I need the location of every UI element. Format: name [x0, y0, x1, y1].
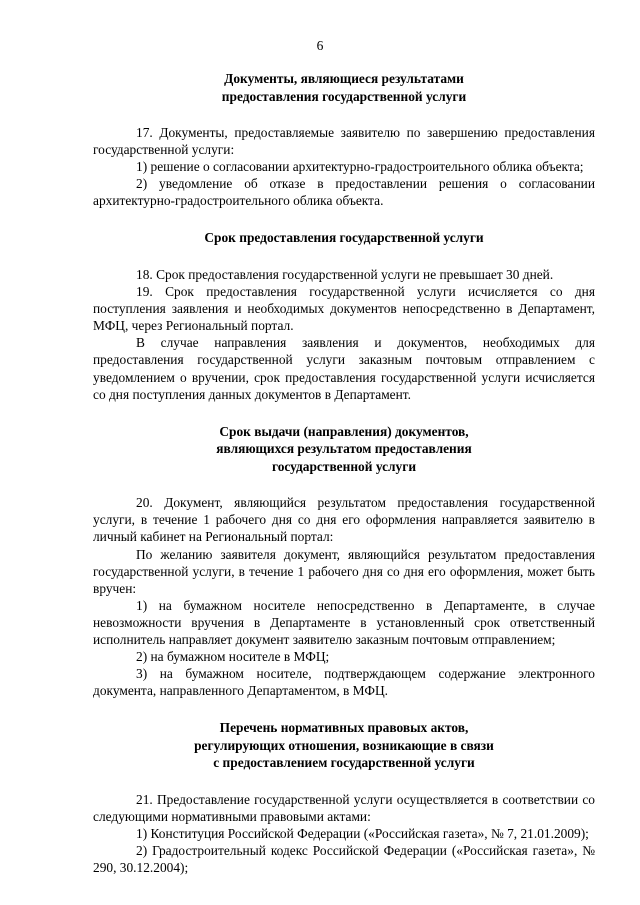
- heading-line: регулирующих отношения, возникающие в связи: [194, 737, 494, 753]
- paragraph-17: 17. Документы, предоставляемые заявителю по завершению предоставления государственной услуги:: [93, 125, 595, 158]
- paragraph-20-item-2: 2) на бумажном носителе в МФЦ;: [136, 649, 330, 665]
- paragraph-20-item-3: 3) на бумажном носителе, подтверждающем содержание электронного документа, направленного Департаментом, в МФЦ.: [93, 666, 595, 699]
- paragraph-19-postal: В случае направления заявления и документов, необходимых для предоставления государственной услуги заказным почтовым отправлением с уведомлением о вручении, срок предоставления государственной услуги исчисляется со дня поступления данных документов в Департамент.: [93, 335, 595, 402]
- paragraph-21: 21. Предоставление государственной услуги осуществляется в соответствии со следующими нормативными правовыми актами:: [93, 791, 595, 824]
- paragraph-17-item-2: 2) уведомление об отказе в предоставлении решения о согласовании архитектурно-градостроительного облика объекта.: [93, 176, 595, 209]
- section-heading-term: [93, 229, 595, 247]
- heading-line: Срок предоставления государственной услуги: [204, 230, 484, 246]
- paragraph-21-item-1: 1) Конституция Российской Федерации («Российская газета», № 7, 21.01.2009);: [136, 826, 589, 842]
- page-number: 6: [316, 38, 324, 53]
- heading-line: Перечень нормативных правовых актов,: [219, 720, 469, 736]
- heading-line: предоставления государственной услуги: [221, 88, 467, 104]
- section-heading-results: [93, 70, 595, 105]
- section-heading-issuance: [93, 423, 595, 476]
- paragraph-20: 20. Документ, являющийся результатом предоставления государственной услуги, в течение 1 рабочего дня со дня его оформления направляется заявителю в личный кабинет на Региональный портал:: [93, 495, 595, 545]
- document-body: [93, 70, 595, 876]
- heading-line: являющихся результатом предоставления: [216, 441, 472, 457]
- paragraph-19: 19. Срок предоставления государственной услуги исчисляется со дня поступления заявления и необходимых документов непосредственно в Департамент, МФЦ, через Региональный портал.: [93, 284, 595, 334]
- paragraph-17-item-1: 1) решение о согласовании архитектурно-градостроительного облика объекта;: [136, 159, 584, 175]
- paragraph-18: 18. Срок предоставления государственной услуги не превышает 30 дней.: [136, 266, 554, 282]
- section-heading-legal-acts: [93, 719, 595, 772]
- paragraph-21-item-2: 2) Градостроительный кодекс Российской Федерации («Российская газета», № 290, 30.12.2004);: [93, 843, 595, 876]
- heading-line: с предоставлением государственной услуги: [213, 755, 475, 771]
- heading-line: Документы, являющиеся результатами: [224, 71, 464, 86]
- paragraph-20-item-1: 1) на бумажном носителе непосредственно в Департаменте, в случае невозможности вручения в Департаменте в установленный срок ответственный исполнитель направляет документ заявителю заказным почтовым отправлением;: [93, 597, 595, 647]
- heading-line: Срок выдачи (направления) документов,: [219, 423, 469, 439]
- heading-line: государственной услуги: [271, 458, 417, 474]
- paragraph-20-by-request: По желанию заявителя документ, являющийся результатом предоставления государственной услуги, в течение 1 рабочего дня со дня его оформления, может быть вручен:: [93, 546, 595, 596]
